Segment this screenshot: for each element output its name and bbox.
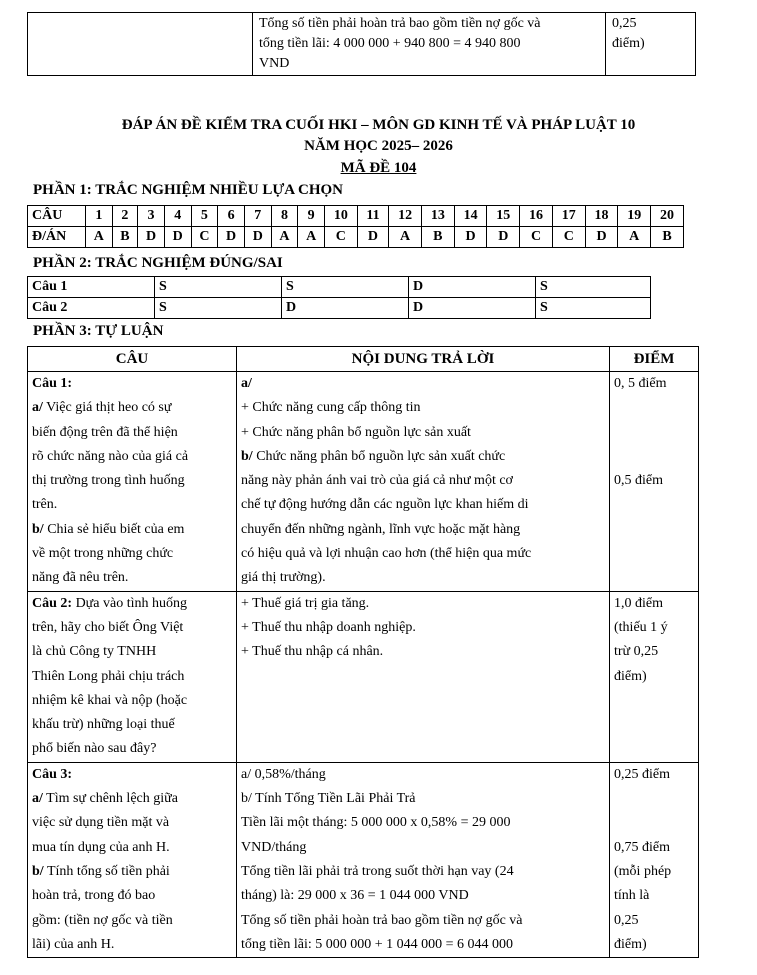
sub-label: a/ [32, 400, 43, 416]
score-line: 0,25 [612, 16, 637, 31]
answer-content-cell [253, 13, 606, 76]
question-text: thị trường trong tình huống [32, 473, 185, 489]
answer-letter-cell: D [357, 227, 389, 248]
question-cell [28, 762, 237, 957]
answer-letter-cell: D [244, 227, 271, 248]
column-header-question: CÂU [28, 347, 237, 372]
question-cell [28, 372, 237, 592]
table-row [28, 591, 699, 762]
score-cell [606, 13, 696, 76]
row-label: Đ/ÁN [28, 227, 86, 248]
question-number-cell: 8 [271, 206, 298, 227]
answer-d-cell: S [536, 277, 651, 298]
answer-letter-cell: C [552, 227, 585, 248]
question-text: trên, hãy cho biết Ông Việt [32, 619, 184, 635]
header-row [28, 347, 699, 372]
school-year: NĂM HỌC 2025– 2026 [304, 138, 453, 154]
score-text: (mỗi phép [614, 863, 672, 879]
question-number-cell: 13 [421, 206, 454, 227]
question-number-cell: 1 [86, 206, 113, 227]
answer-cell [237, 762, 610, 957]
question-number-cell: 18 [585, 206, 618, 227]
score-cell [610, 762, 699, 957]
score-text: điểm) [614, 936, 647, 952]
score-text: trừ 0,25 [614, 644, 659, 660]
question-text: Tính tổng số tiền phải [46, 863, 170, 879]
sub-label: b/ [32, 521, 44, 537]
part3-heading: PHẦN 3: TỰ LUẬN [33, 323, 164, 339]
answer-cell [237, 372, 610, 592]
score-cell [610, 372, 699, 592]
content-line: Tổng số tiền phải hoàn trả bao gồm tiền nợ gốc và [259, 16, 541, 31]
answer-text: Tổng tiền lãi phải trả trong suốt thời hạn vay (24 [241, 863, 514, 879]
sub-label: b/ [32, 863, 44, 879]
score-text: 0,75 điểm [614, 839, 670, 855]
answer-letter-cell: D [487, 227, 520, 248]
answer-b-cell: D [282, 298, 409, 319]
row-label: CÂU [28, 206, 86, 227]
answer-text: chế tự động hướng dẫn các nguồn lực khan hiếm di [241, 497, 529, 513]
question-text: việc sử dụng tiền mặt và [32, 815, 170, 831]
question-number-cell: 7 [244, 206, 271, 227]
answer-text: tổng tiền lãi: 5 000 000 + 1 044 000 = 6 044 000 [241, 936, 514, 952]
score-cell [610, 591, 699, 762]
question-text: Dựa vào tình huống [75, 595, 187, 611]
answer-letter-cell: A [618, 227, 651, 248]
part1-heading: PHẦN 1: TRẮC NGHIỆM NHIỀU LỰA CHỌN [33, 182, 344, 198]
answer-text: + Chức năng cung cấp thông tin [241, 400, 421, 416]
question-number-cell: 19 [618, 206, 651, 227]
score-text: 0,25 điểm [614, 766, 670, 782]
previous-answer-table-continuation [27, 12, 696, 76]
answer-letter-cell: D [454, 227, 487, 248]
question-text: gồm: (tiền nợ gốc và tiền [32, 912, 173, 928]
answer-text: có hiệu quả và lợi nhuận cao hơn (thể hiện qua mức [241, 546, 532, 562]
answer-letter-cell: B [421, 227, 454, 248]
multiple-choice-answer-table [27, 205, 684, 248]
question-number-cell: 6 [218, 206, 245, 227]
exam-code: MÃ ĐỀ 104 [340, 160, 417, 176]
question-number-cell: 15 [487, 206, 520, 227]
question-text: trên. [32, 497, 58, 513]
question-text: Việc giá thịt heo có sự [46, 400, 172, 416]
answer-text: Tiền lãi một tháng: 5 000 000 x 0,58% = 29 000 [241, 815, 511, 831]
answer-letter-cell: D [138, 227, 165, 248]
answer-text: b/ Tính Tổng Tiền Lãi Phải Trả [241, 791, 416, 807]
question-text: về một trong những chức [32, 546, 174, 562]
column-header-content: NỘI DUNG TRẢ LỜI [237, 347, 610, 372]
answer-letter-cell: B [112, 227, 137, 248]
answer-letter-cell: D [218, 227, 245, 248]
true-false-answer-table [27, 276, 651, 319]
score-text: điểm) [614, 668, 647, 684]
essay-answer-table [27, 346, 699, 958]
answer-text: + Chức năng phân bổ nguồn lực sản xuất [241, 424, 471, 440]
question-text: mua tín dụng của anh H. [32, 839, 170, 855]
question-title: Câu 2: [32, 595, 73, 611]
score-text: tính là [614, 888, 650, 904]
score-text: 0,5 điểm [614, 473, 663, 489]
question-number-cell: 5 [191, 206, 218, 227]
answer-text: a/ 0,58%/tháng [241, 766, 326, 782]
score-text: 1,0 điểm [614, 595, 663, 611]
answer-letter-cell: C [520, 227, 553, 248]
question-text: lãi) của anh H. [32, 936, 115, 952]
answer-letter-cell: B [651, 227, 684, 248]
answer-letter-cell: A [271, 227, 298, 248]
empty-question-cell [28, 13, 253, 76]
score-text: (thiếu 1 ý [614, 619, 668, 635]
answer-text: chuyển đến những ngành, lĩnh vực hoặc mặt hàng [241, 521, 521, 537]
answer-text: + Thuế thu nhập cá nhân. [241, 644, 384, 660]
answer-text: năng này phản ánh vai trò của giá cả như một cơ [241, 473, 513, 489]
answer-letter-cell: C [191, 227, 218, 248]
question-number-cell: 14 [454, 206, 487, 227]
answer-c-cell: D [409, 298, 536, 319]
score-text: 0, 5 điểm [614, 376, 667, 391]
answer-row [28, 227, 684, 248]
column-header-score: ĐIỂM [610, 347, 699, 372]
sub-label: a/ [241, 376, 252, 391]
answer-letter-cell: D [164, 227, 191, 248]
answer-text: Tổng số tiền phải hoàn trả bao gồm tiền nợ gốc và [241, 912, 523, 928]
question-text: Tìm sự chênh lệch giữa [46, 791, 178, 807]
answer-text: giá thị trường). [241, 570, 326, 586]
question-number-cell: 11 [357, 206, 389, 227]
question-text: khấu trừ) những loại thuế [32, 717, 175, 733]
question-text: biến động trên đã thể hiện [32, 424, 178, 440]
content-line: VND [259, 56, 290, 71]
answer-d-cell: S [536, 298, 651, 319]
answer-letter-cell: D [585, 227, 618, 248]
question-number-cell: 2 [112, 206, 137, 227]
sub-label: b/ [241, 448, 253, 464]
question-number-cell: 16 [520, 206, 553, 227]
sub-label: a/ [32, 791, 43, 807]
table-row [28, 277, 651, 298]
part2-heading: PHẦN 2: TRẮC NGHIỆM ĐÚNG/SAI [33, 255, 283, 271]
question-label-cell: Câu 1 [28, 277, 155, 298]
answer-c-cell: D [409, 277, 536, 298]
table-row [28, 298, 651, 319]
answer-text: VND/tháng [241, 839, 307, 855]
question-number-cell: 10 [324, 206, 357, 227]
table-row [28, 13, 696, 76]
answer-letter-cell: A [86, 227, 113, 248]
answer-cell [237, 591, 610, 762]
question-title: Câu 1: [32, 376, 73, 391]
answer-a-cell: S [155, 298, 282, 319]
question-text: nhiệm kê khai và nộp (hoặc [32, 692, 188, 708]
question-number-cell: 17 [552, 206, 585, 227]
question-number-cell: 9 [298, 206, 325, 227]
answer-letter-cell: C [324, 227, 357, 248]
answer-text: + Thuế thu nhập doanh nghiệp. [241, 619, 416, 635]
answer-a-cell: S [155, 277, 282, 298]
question-title: Câu 3: [32, 766, 73, 782]
score-text: 0,25 [614, 912, 639, 928]
answer-b-cell: S [282, 277, 409, 298]
answer-text: + Thuế giá trị gia tăng. [241, 595, 370, 611]
question-number-row [28, 206, 684, 227]
question-number-cell: 12 [389, 206, 422, 227]
answer-text: tháng) là: 29 000 x 36 = 1 044 000 VND [241, 888, 469, 904]
question-text: rõ chức năng nào của giá cả [32, 448, 189, 464]
question-label-cell: Câu 2 [28, 298, 155, 319]
question-text: Chia sẻ hiểu biết của em [47, 521, 185, 537]
table-row [28, 762, 699, 957]
question-number-cell: 3 [138, 206, 165, 227]
answer-letter-cell: A [389, 227, 422, 248]
answer-letter-cell: A [298, 227, 325, 248]
question-cell [28, 591, 237, 762]
question-text: là chủ Công ty TNHH [32, 644, 157, 660]
question-text: phổ biến nào sau đây? [32, 741, 157, 757]
document-title: ĐÁP ÁN ĐỀ KIỂM TRA CUỐI HKI – MÔN GD KINH TẾ VÀ PHÁP LUẬT 10 [121, 117, 636, 133]
question-number-cell: 4 [164, 206, 191, 227]
question-text: hoàn trả, trong đó bao [32, 888, 156, 904]
content-line: tổng tiền lãi: 4 000 000 + 940 800 = 4 940 800 [259, 36, 521, 51]
question-text: Thiên Long phải chịu trách [32, 668, 185, 684]
question-text: năng đã nêu trên. [32, 570, 129, 586]
score-line: điểm) [612, 36, 645, 51]
question-number-cell: 20 [651, 206, 684, 227]
answer-text: Chức năng phân bổ nguồn lực sản xuất chức [256, 448, 506, 464]
table-row [28, 372, 699, 592]
